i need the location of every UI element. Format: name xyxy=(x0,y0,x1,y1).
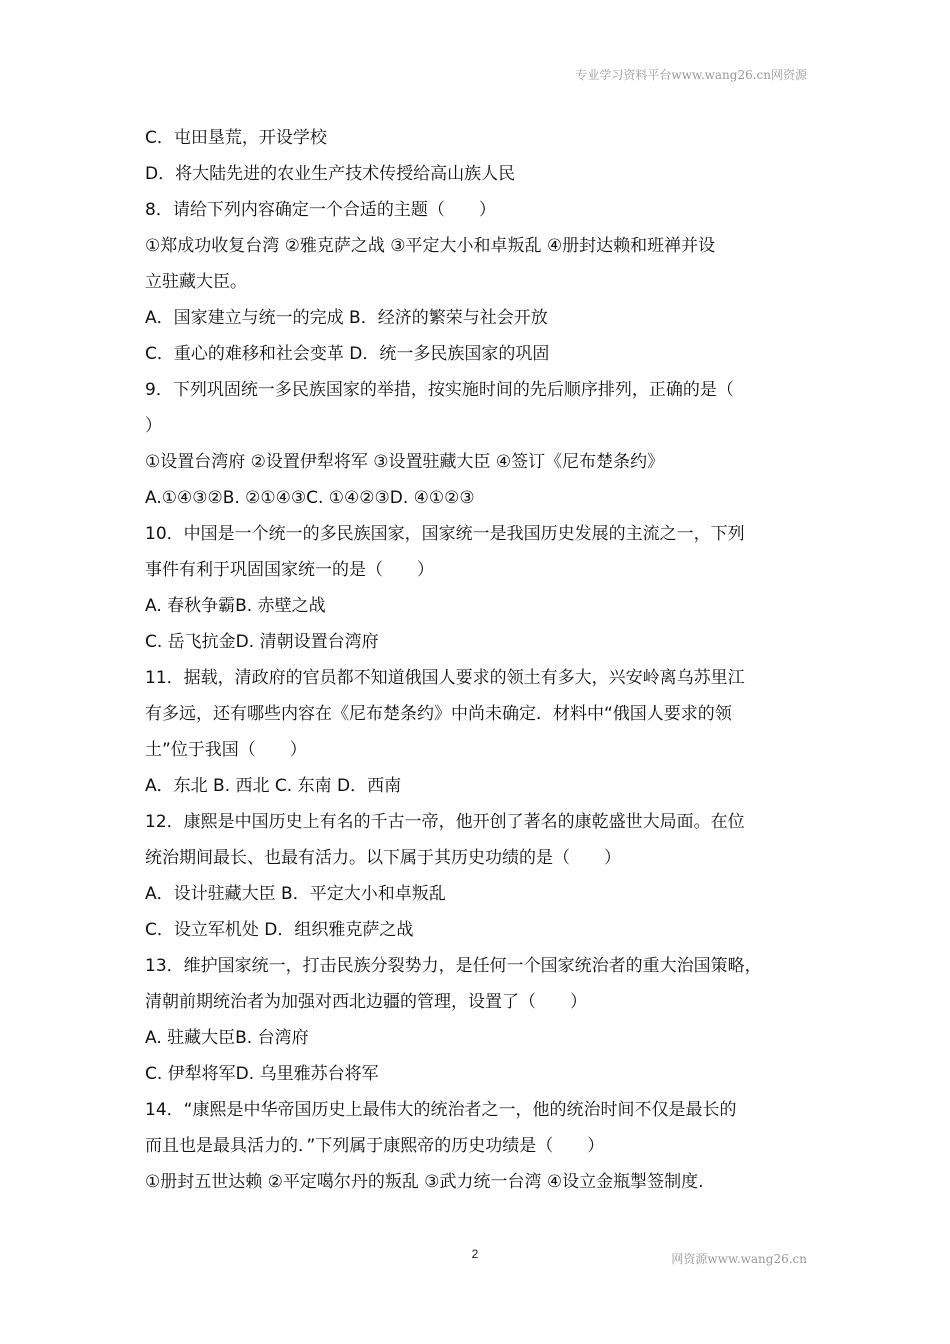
text-line: A．设计驻藏大臣 B．平定大小和卓叛乱 xyxy=(145,884,446,904)
text-line: C. 伊犁将军D. 乌里雅苏台将军 xyxy=(145,1064,379,1084)
text-line: 9．下列巩固统一多民族国家的举措，按实施时间的先后顺序排列，正确的是（ xyxy=(145,380,734,400)
text-line: ①设置台湾府 ②设置伊犁将军 ③设置驻藏大臣 ④签订《尼布楚条约》 xyxy=(145,452,665,472)
text-line: ①郑成功收复台湾 ②雅克萨之战 ③平定大小和卓叛乱 ④册封达赖和班禅并设 xyxy=(145,236,716,256)
text-line: 10．中国是一个统一的多民族国家，国家统一是我国历史发展的主流之一，下列 xyxy=(145,524,745,544)
page-header: 专业学习资料平台www.wang26.cn网资源 xyxy=(575,68,807,82)
text-line: C. 岳飞抗金D. 清朝设置台湾府 xyxy=(145,632,379,652)
page-footer: 网资源www.wang26.cn xyxy=(671,1252,807,1266)
text-line: 8．请给下列内容确定一个合适的主题（ ） xyxy=(145,200,496,220)
text-line: A.①④③②B. ②①④③C. ①④②③D. ④①②③ xyxy=(145,488,475,508)
text-line: ） xyxy=(145,416,162,436)
text-line: 立驻藏大臣。 xyxy=(145,272,247,292)
text-line: 11．据载，清政府的官员都不知道俄国人要求的领土有多大，兴安岭离乌苏里江 xyxy=(145,668,745,688)
text-line: 统治期间最长、也最有活力。以下属于其历史功绩的是（ ） xyxy=(145,848,621,868)
text-line: C．屯田垦荒，开设学校 xyxy=(145,128,327,148)
text-line: A．国家建立与统一的完成 B．经济的繁荣与社会开放 xyxy=(145,308,548,328)
text-line: D．将大陆先进的农业生产技术传授给高山族人民 xyxy=(145,164,516,184)
text-line: 事件有利于巩固国家统一的是（ ） xyxy=(145,560,434,580)
text-line: A．东北 B. 西北 C. 东南 D．西南 xyxy=(145,776,402,796)
document-body xyxy=(145,120,810,1200)
text-line: C．设立军机处 D．组织雅克萨之战 xyxy=(145,920,414,940)
text-line: 土”位于我国（ ） xyxy=(145,740,307,760)
text-line: A. 春秋争霸B. 赤壁之战 xyxy=(145,596,326,616)
text-line: 12．康熙是中国历史上有名的千古一帝，他开创了著名的康乾盛世大局面。在位 xyxy=(145,812,745,832)
text-line: A. 驻藏大臣B. 台湾府 xyxy=(145,1028,309,1048)
page-number: 2 xyxy=(471,1247,479,1261)
text-line: 14．“康熙是中华帝国历史上最伟大的统治者之一，他的统治时间不仅是最长的 xyxy=(145,1100,737,1120)
text-line: 有多远，还有哪些内容在《尼布楚条约》中尚未确定．材料中“俄国人要求的领 xyxy=(145,704,732,724)
text-line: C．重心的难移和社会变革 D．统一多民族国家的巩固 xyxy=(145,344,550,364)
text-line: 13．维护国家统一，打击民族分裂势力，是任何一个国家统治者的重大治国策略， xyxy=(145,956,762,976)
text-line: 清朝前期统治者为加强对西北边疆的管理，设置了（ ） xyxy=(145,992,587,1012)
text-line: ①册封五世达赖 ②平定噶尔丹的叛乱 ③武力统一台湾 ④设立金瓶掣签制度. xyxy=(145,1172,704,1192)
text-line: 而且也是最具活力的．”下列属于康熙帝的历史功绩是（ ） xyxy=(145,1136,605,1156)
